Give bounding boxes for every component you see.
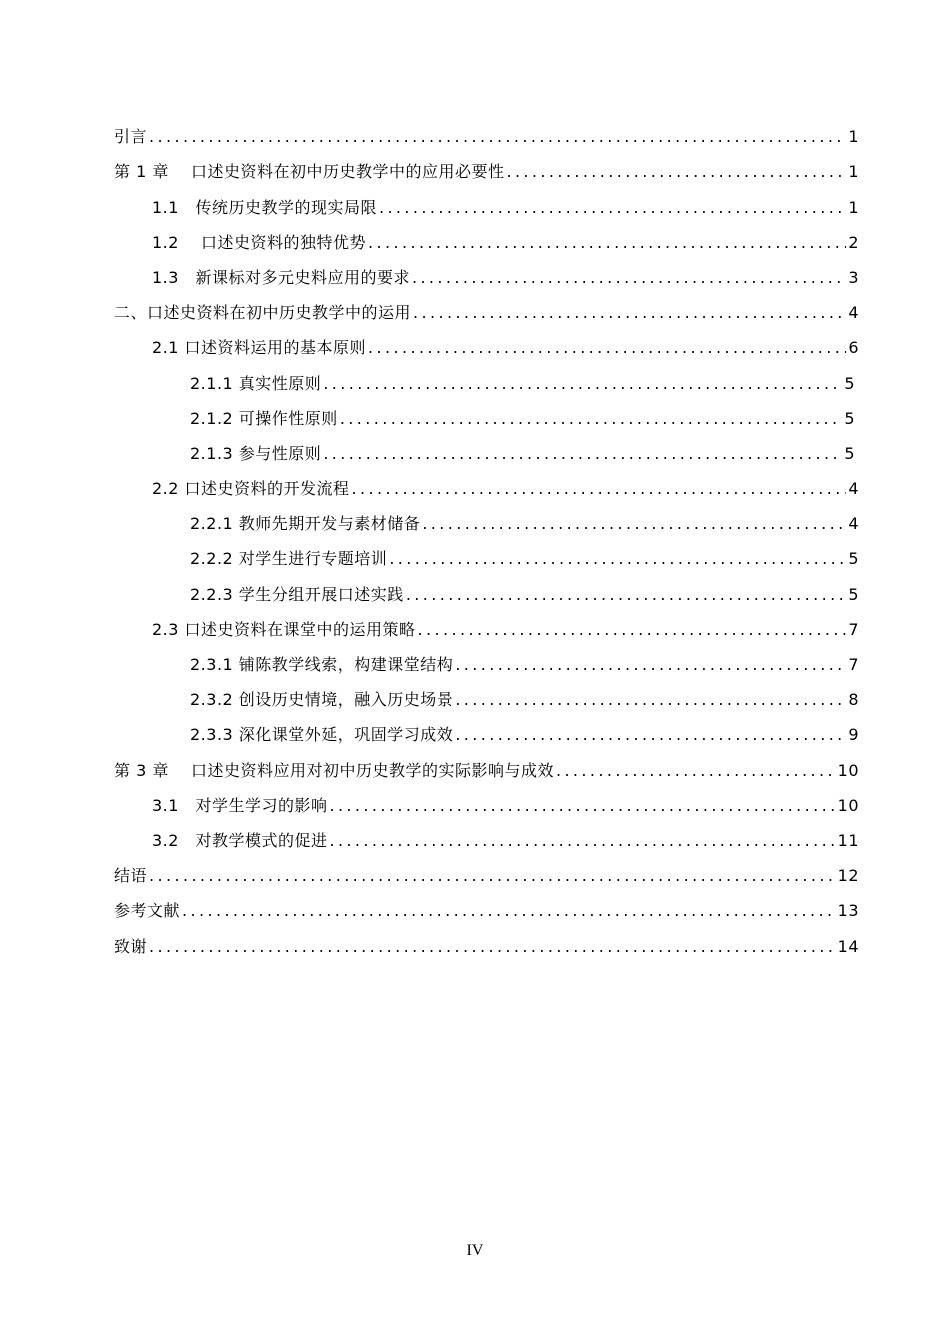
toc-entry-page: 4 <box>848 303 859 323</box>
toc-entry-title: 2.2 口述史资料的开发流程 <box>152 479 350 499</box>
toc-entry-section-2-2-2[interactable] <box>0 538 950 573</box>
toc-dot-leader <box>506 158 846 186</box>
toc-dot-leader <box>329 792 835 820</box>
toc-entry-title: 3.1 对学生学习的影响 <box>152 795 328 815</box>
toc-entry-title: 2.3 口述史资料在课堂中的运用策略 <box>152 619 416 639</box>
toc-entry-page: 6 <box>848 338 859 358</box>
toc-entry-title: 2.1 口述资料运用的基本原则 <box>152 338 367 358</box>
toc-entry-section-1-2[interactable] <box>0 222 950 257</box>
toc-entry-title: 结语 <box>114 866 148 886</box>
toc-entry-page: 2 <box>848 232 859 252</box>
toc-entry-section-2-3[interactable] <box>0 609 950 644</box>
toc-dot-leader <box>323 370 842 398</box>
toc-entry-title: 1.2 口述史资料的独特优势 <box>152 232 367 252</box>
toc-entry-page: 13 <box>837 901 859 921</box>
toc-entry-title: 参考文献 <box>114 901 181 921</box>
toc-entry-title: 1.1 传统历史教学的现实局限 <box>152 197 377 217</box>
toc-entry-page: 12 <box>837 866 859 886</box>
toc-entry-page: 7 <box>848 655 859 674</box>
toc-dot-leader <box>412 264 846 292</box>
toc-dot-leader <box>379 194 846 222</box>
toc-entry-title: 第 1 章 口述史资料在初中历史教学中的应用必要性 <box>114 162 505 182</box>
toc-entry-title: 2.3.3 深化课堂外延，巩固学习成效 <box>190 725 454 745</box>
toc-entry-page: 5 <box>844 443 855 463</box>
toc-entry-title: 第 3 章 口述史资料应用对初中历史教学的实际影响与成效 <box>114 760 554 780</box>
toc-entry-section-2-3-3[interactable] <box>0 714 950 749</box>
toc-entry-section-3-1[interactable] <box>0 785 950 820</box>
toc-entry-chapter-1[interactable] <box>0 151 950 186</box>
toc-dot-leader <box>149 123 846 151</box>
toc-entry-title: 引言 <box>114 127 148 147</box>
toc-entry-page: 5 <box>848 584 859 604</box>
toc-entry-chapter-2[interactable] <box>0 292 950 327</box>
toc-entry-title: 2.1.2 可操作性原则 <box>190 408 338 428</box>
toc-entry-title: 2.2.1 教师先期开发与素材储备 <box>190 514 421 534</box>
toc-dot-leader <box>455 721 846 749</box>
toc-entry-title: 3.2 对教学模式的促进 <box>152 830 328 850</box>
toc-entry-page: 9 <box>848 725 859 745</box>
toc-entry-title: 1.3 新课标对多元史料应用的要求 <box>152 267 410 287</box>
toc-entry-title: 2.1.3 参与性原则 <box>190 443 322 463</box>
toc-entry-page: 1 <box>848 197 859 217</box>
toc-entry-section-1-1[interactable] <box>0 186 950 221</box>
toc-entry-introduction[interactable] <box>0 116 950 151</box>
toc-dot-leader <box>149 862 836 890</box>
toc-dot-leader <box>455 651 846 679</box>
toc-dot-leader <box>149 933 836 961</box>
toc-entry-page: 4 <box>848 514 859 534</box>
toc-entry-page: 10 <box>837 760 859 780</box>
toc-entry-section-2-1-2[interactable] <box>0 398 950 433</box>
toc-entry-title: 2.3.2 创设历史情境，融入历史场景 <box>190 690 454 710</box>
toc-entry-page: 11 <box>837 830 859 850</box>
toc-entry-acknowledgements[interactable] <box>0 925 950 960</box>
toc-entry-title: 2.3.1 铺陈教学线索，构建课堂结构 <box>190 655 454 674</box>
toc-entry-page: 8 <box>848 690 859 710</box>
toc-entry-title: 二、口述史资料在初中历史教学中的运用 <box>114 303 412 323</box>
toc-entry-title: 致谢 <box>114 936 148 956</box>
toc-entry-section-2-1-1[interactable] <box>0 362 950 397</box>
toc-entry-page: 1 <box>848 127 859 147</box>
toc-dot-leader <box>413 299 846 327</box>
toc-entry-page: 5 <box>844 408 855 428</box>
toc-entry-chapter-3[interactable] <box>0 749 950 784</box>
toc-entry-section-2-2-1[interactable] <box>0 503 950 538</box>
toc-dot-leader <box>340 405 843 433</box>
toc-entry-section-2-1-3[interactable] <box>0 433 950 468</box>
toc-entry-page: 5 <box>848 549 859 569</box>
toc-dot-leader <box>422 510 846 538</box>
toc-entry-section-2-1[interactable] <box>0 327 950 362</box>
toc-entry-page: 7 <box>848 619 859 639</box>
toc-entry-page: 10 <box>837 795 859 815</box>
toc-dot-leader <box>406 581 847 609</box>
table-of-contents <box>0 116 950 961</box>
toc-entry-page: 5 <box>844 373 855 393</box>
toc-entry-references[interactable] <box>0 890 950 925</box>
toc-entry-section-2-2-3[interactable] <box>0 573 950 608</box>
toc-dot-leader <box>323 440 842 468</box>
toc-entry-section-2-2[interactable] <box>0 468 950 503</box>
toc-entry-page: 4 <box>848 479 859 499</box>
toc-entry-title: 2.2.2 对学生进行专题培训 <box>190 549 388 569</box>
toc-dot-leader <box>455 686 846 714</box>
toc-entry-section-3-2[interactable] <box>0 820 950 855</box>
toc-dot-leader <box>389 545 846 573</box>
toc-dot-leader <box>418 616 847 644</box>
toc-dot-leader <box>368 334 846 362</box>
toc-dot-leader <box>556 757 836 785</box>
toc-entry-page: 1 <box>848 162 859 182</box>
toc-entry-title: 2.1.1 真实性原则 <box>190 373 322 393</box>
toc-entry-title: 2.2.3 学生分组开展口述实践 <box>190 584 404 604</box>
page-number-footer: IV <box>466 1242 484 1259</box>
toc-dot-leader <box>368 229 846 257</box>
toc-dot-leader <box>182 897 836 925</box>
toc-dot-leader <box>352 475 847 503</box>
toc-entry-conclusion[interactable] <box>0 855 950 890</box>
toc-entry-section-1-3[interactable] <box>0 257 950 292</box>
toc-entry-section-2-3-1[interactable] <box>0 644 950 679</box>
toc-dot-leader <box>329 827 835 855</box>
toc-entry-section-2-3-2[interactable] <box>0 679 950 714</box>
toc-entry-page: 3 <box>848 267 859 287</box>
toc-entry-page: 14 <box>837 936 859 956</box>
